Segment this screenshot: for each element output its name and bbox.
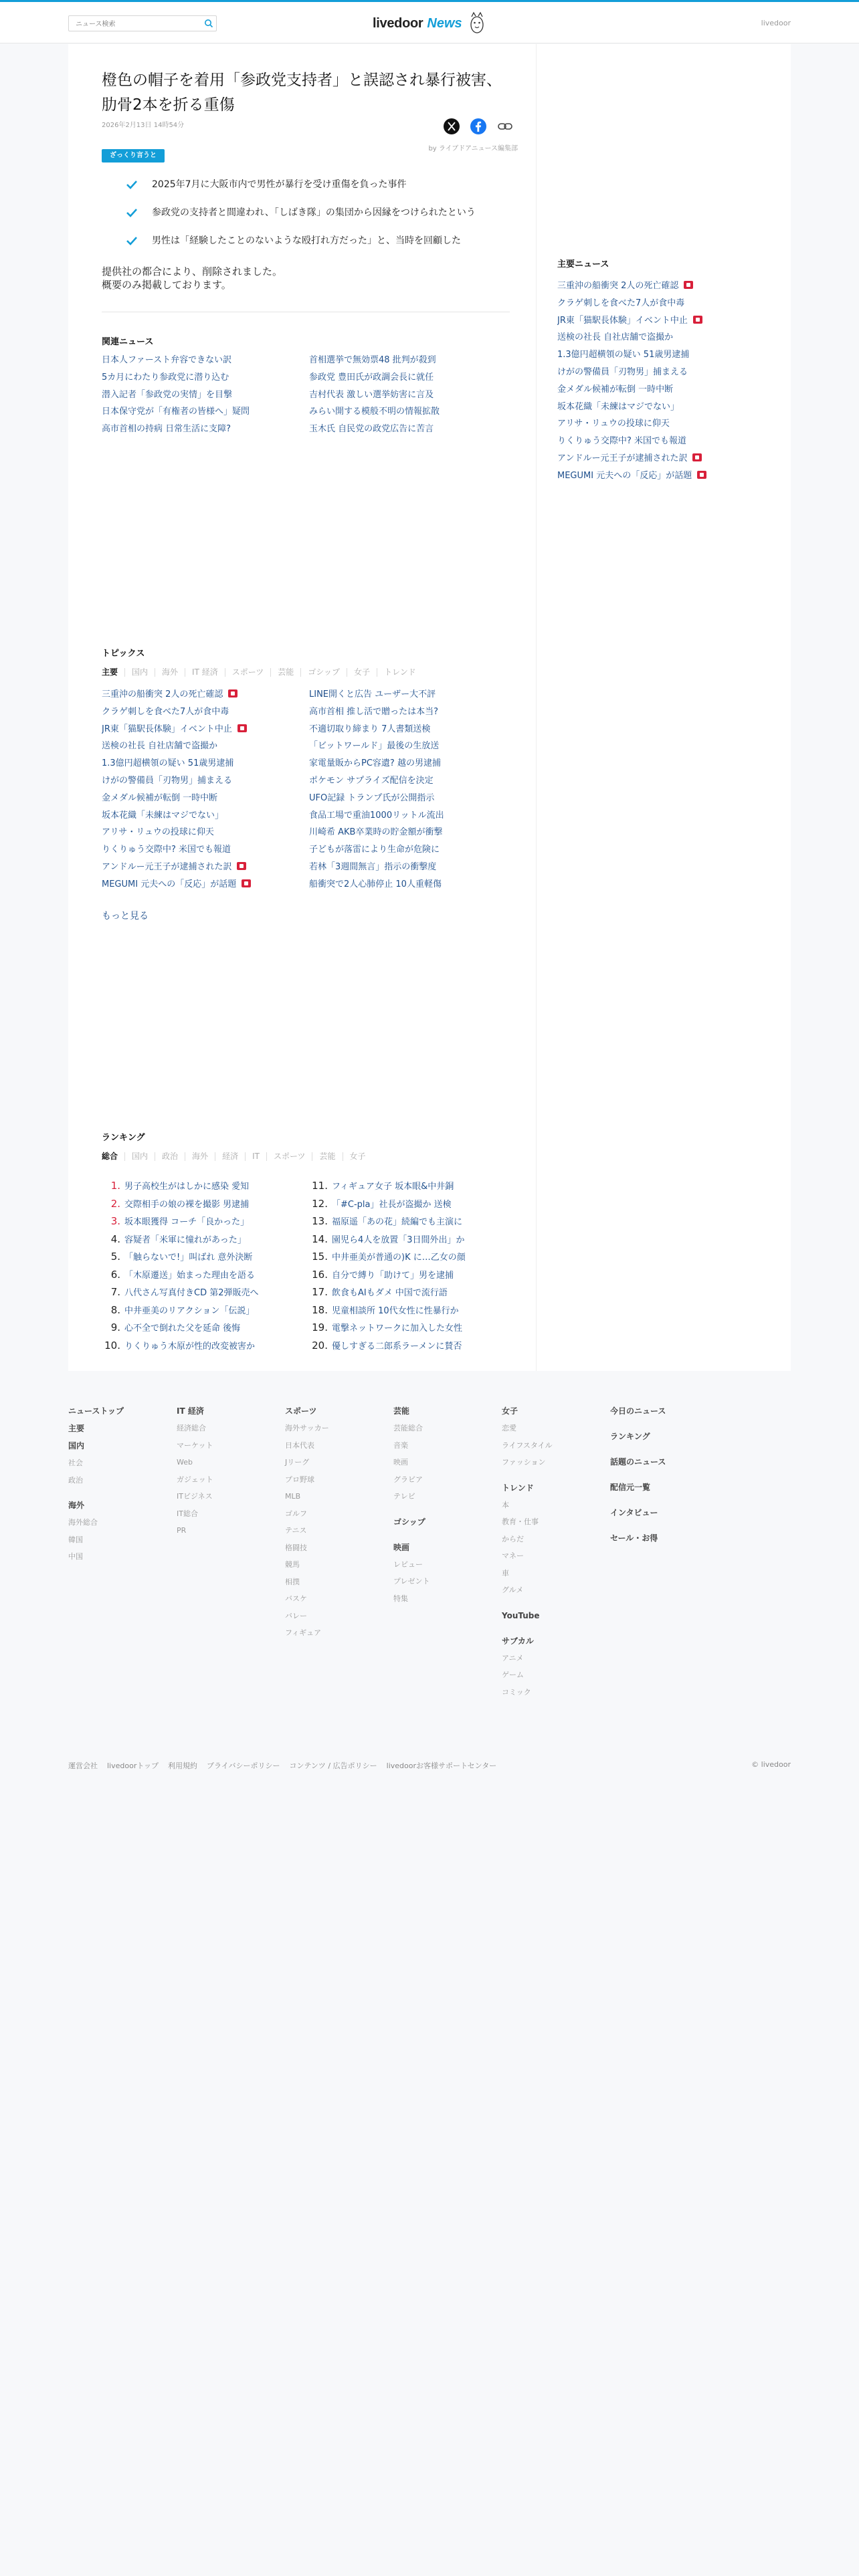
ranking-item[interactable] xyxy=(102,1248,309,1266)
rank-number: 12. xyxy=(312,1197,328,1210)
mascot-icon xyxy=(468,11,486,35)
ranking-item[interactable] xyxy=(309,1230,516,1249)
footer-sub-link[interactable]: 中国 xyxy=(68,1552,83,1561)
footer-gap xyxy=(502,1628,602,1636)
ranking-item[interactable] xyxy=(102,1301,309,1319)
sidebar-news-text: アリサ・リュウの投球に仰天 xyxy=(557,419,670,429)
topic-link-text: 三重沖の船衝突 2人の死亡確認 xyxy=(102,689,223,700)
topic-link-text: JR東「猫駅長体験」イベント中止 xyxy=(102,724,232,734)
footer-sub-link[interactable]: テニス xyxy=(285,1526,307,1535)
ranking-tab[interactable]: 女子 xyxy=(343,1152,373,1161)
topics-tab[interactable]: 主要 xyxy=(102,667,118,677)
rank-number: 3. xyxy=(110,1215,120,1227)
rank-title: 容疑者「米軍に憧れがあった」 xyxy=(124,1235,246,1245)
rank-number: 15. xyxy=(312,1251,328,1263)
footer-heading-link[interactable]: 国内 xyxy=(68,1441,85,1451)
footer-sub-link[interactable]: バレー xyxy=(285,1611,307,1620)
footer-sub-link[interactable]: MLB xyxy=(285,1492,301,1501)
topic-link-text: LINE開くと広告 ユーザー大不評 xyxy=(309,689,436,700)
sidebar-news-text: MEGUMI 元夫への「反応」が話題 xyxy=(557,470,692,481)
topic-link[interactable] xyxy=(102,790,309,807)
footer-heading-link[interactable]: ランキング xyxy=(610,1432,650,1441)
rank-number: 17. xyxy=(312,1286,328,1298)
footer-sub-link[interactable]: 日本代表 xyxy=(285,1440,314,1450)
search-icon[interactable] xyxy=(203,18,214,29)
footer-sub-link[interactable]: Jリーグ xyxy=(285,1458,310,1467)
topic-link-text: 船衝突で2人心肺停止 10人重軽傷 xyxy=(309,879,442,889)
topic-link-text: 送検の社長 自社店舗で盗撮か xyxy=(102,741,218,752)
topic-link-text: 高市首相 推し活で贈ったは本当? xyxy=(309,706,439,717)
footer-gap xyxy=(393,1534,494,1542)
topic-link[interactable] xyxy=(102,686,309,704)
topic-link[interactable] xyxy=(102,738,309,755)
footer-heading-link[interactable]: IT 経済 xyxy=(177,1406,204,1416)
rank-title: 園児ら4人を放置「3日間外出」か xyxy=(332,1235,465,1245)
related-news-link[interactable]: みらい開する模般不明の情報拡散 xyxy=(309,407,440,417)
footer-heading-link[interactable]: YouTube xyxy=(502,1610,540,1620)
ranking-tab[interactable]: 国内 xyxy=(124,1152,155,1161)
ranking-item[interactable] xyxy=(309,1266,516,1284)
sidebar-news-link[interactable] xyxy=(557,295,778,312)
sidebar-news-text: 三重沖の船衝突 2人の死亡確認 xyxy=(557,281,679,291)
related-news-link[interactable]: 吉村代表 激しい選挙妨害に言及 xyxy=(309,389,434,400)
rank-number: 16. xyxy=(312,1268,328,1281)
search-box xyxy=(68,15,217,31)
ranking-item[interactable] xyxy=(309,1319,516,1337)
ranking-item[interactable] xyxy=(102,1177,309,1195)
related-news-list xyxy=(102,352,516,438)
topic-link-text: 不適切取り締まり 7人書類送検 xyxy=(309,724,431,734)
footer-column xyxy=(177,1406,277,1543)
rank-title: 飲食もAIもダメ 中国で流行語 xyxy=(332,1288,448,1298)
rank-number: 19. xyxy=(312,1321,328,1333)
related-news-link[interactable]: 高市首相の持病 日常生活に支障? xyxy=(102,424,231,435)
ranking-tab[interactable]: 総合 xyxy=(102,1152,118,1161)
footer-column xyxy=(285,1406,385,1645)
footer-sub-link[interactable]: 特集 xyxy=(393,1594,408,1603)
check-icon xyxy=(125,178,138,191)
new-badge-icon xyxy=(242,879,251,887)
topic-link-text: 川崎希 AKB卒業時の貯金額が衝撃 xyxy=(309,827,443,838)
footer-bottom-link[interactable]: 利用規約 xyxy=(168,1761,198,1770)
new-badge-icon xyxy=(693,316,702,324)
rank-title: フィギュア女子 坂本眼&中井銅 xyxy=(332,1182,454,1192)
footer-heading-link[interactable]: ニューストップ xyxy=(68,1406,124,1416)
topic-link-text: ポケモン サプライズ配信を決定 xyxy=(309,775,434,786)
footer-sub-link[interactable]: 海外サッカー xyxy=(285,1424,329,1432)
sidebar-news-text: 1.3億円超横領の疑い 51歳男逮捕 xyxy=(557,350,690,360)
topic-link-text: 1.3億円超横領の疑い 51歳男逮捕 xyxy=(102,758,234,769)
facebook-icon[interactable] xyxy=(470,118,487,135)
ranking-tab[interactable]: 芸能 xyxy=(312,1152,342,1161)
footer-gap xyxy=(610,1474,710,1482)
footer-sub-link[interactable]: 恋愛 xyxy=(502,1424,516,1432)
rank-number: 9. xyxy=(110,1321,120,1333)
rank-number: 11. xyxy=(312,1180,328,1192)
logo-livedoor: livedoor xyxy=(373,15,423,31)
topic-link-text: MEGUMI 元夫への「反応」が話題 xyxy=(102,879,237,889)
ranking-tabs xyxy=(102,1152,373,1161)
footer-sub-link[interactable]: 経済総合 xyxy=(177,1424,206,1432)
sidebar-news-text: アンドルー元王子が逮捕された訳 xyxy=(557,453,688,463)
rank-number: 4. xyxy=(110,1232,120,1245)
ranking-item[interactable] xyxy=(309,1301,516,1319)
topic-link[interactable] xyxy=(309,859,516,876)
logo-news: News xyxy=(427,15,462,31)
new-badge-icon xyxy=(684,281,693,289)
topics-tab[interactable]: 女子 xyxy=(347,668,377,677)
footer-heading-link[interactable]: サブカル xyxy=(502,1636,534,1646)
footer-bottom-link[interactable]: livedoorお客様サポートセンター xyxy=(386,1761,497,1770)
rank-title: 福原遥「あの花」続編でも主演に xyxy=(332,1217,463,1227)
topic-link[interactable] xyxy=(102,859,309,876)
ranking-item[interactable] xyxy=(102,1319,309,1337)
footer-sub-link[interactable]: ITビジネス xyxy=(177,1492,213,1501)
footer-bottom-link[interactable]: 運営会社 xyxy=(68,1761,98,1770)
check-icon xyxy=(125,206,138,219)
footer-gap xyxy=(502,1475,602,1483)
sidebar-news-link[interactable] xyxy=(557,450,778,467)
footer-gap xyxy=(610,1423,710,1431)
article-byline: by ライブドアニュース編集部 xyxy=(428,145,518,152)
footer-sub-link[interactable]: プレゼント xyxy=(393,1577,430,1586)
topic-link[interactable] xyxy=(102,824,309,841)
ranking-tab[interactable]: 海外 xyxy=(185,1152,215,1161)
footer-sub-link[interactable]: フィギュア xyxy=(285,1628,322,1637)
footer-sub-link[interactable]: マーケット xyxy=(177,1440,213,1450)
topic-link-text: 「ビットワールド」最後の生放送 xyxy=(309,741,440,752)
topic-link-text: 家電量販からPC容遺? 越の男逮捕 xyxy=(309,758,441,769)
topic-link-text: 金メダル候補が転倒 一時中断 xyxy=(102,792,218,803)
topic-link[interactable] xyxy=(309,772,516,790)
sidebar-news-text: 金メダル候補が転倒 一時中断 xyxy=(557,384,674,395)
ranking-item[interactable] xyxy=(309,1177,516,1195)
rank-number: 1. xyxy=(110,1180,120,1192)
topic-link[interactable] xyxy=(309,841,516,859)
related-news-link[interactable]: 参政党 豊田氏が政調会長に就任 xyxy=(309,372,434,383)
sidebar-news-text: けがの警備員「刃物男」捕まえる xyxy=(557,366,688,377)
rank-number: 18. xyxy=(312,1303,328,1316)
footer-gap xyxy=(68,1492,169,1500)
topic-link-text: 食品工場で重油1000リットル流出 xyxy=(309,810,444,821)
topic-link[interactable] xyxy=(309,807,516,825)
topic-link[interactable] xyxy=(102,841,309,859)
topics-tab[interactable]: 海外 xyxy=(155,668,185,677)
topics-tab[interactable]: 国内 xyxy=(124,668,155,677)
check-icon xyxy=(125,234,138,247)
new-badge-icon xyxy=(228,689,237,697)
related-news-link[interactable]: 5カ月にわたり参政党に潜り込む xyxy=(102,372,229,383)
ranking-list xyxy=(102,1177,516,1354)
sidebar-news-link[interactable] xyxy=(557,278,778,295)
topics-heading: トピックス xyxy=(102,649,145,659)
ranking-item[interactable] xyxy=(102,1230,309,1249)
footer-sub-link[interactable]: PR xyxy=(177,1526,187,1535)
footer-gap xyxy=(610,1448,710,1457)
rank-number: 13. xyxy=(312,1215,328,1227)
ranking-tab[interactable]: 経済 xyxy=(215,1152,245,1161)
sidebar-news-text: JR東「猫駅長体験」イベント中止 xyxy=(557,315,688,326)
related-news-link[interactable]: 日本保守党が「有権者の皆様へ」疑問 xyxy=(102,407,250,417)
topic-link[interactable] xyxy=(309,738,516,755)
rank-title: 優しすぎる二郎系ラーメンに賛否 xyxy=(332,1341,462,1352)
rank-title: 電撃ネットワークに加入した女性 xyxy=(332,1323,463,1333)
article-title: 橙色の帽子を着用「参政党支持者」と誤認され暴行被害、肋骨2本を折る重傷 xyxy=(102,72,502,114)
rank-number: 10. xyxy=(104,1339,120,1352)
search-input[interactable] xyxy=(69,17,196,32)
footer-heading-link[interactable]: スポーツ xyxy=(285,1406,317,1416)
sidebar-news-text: 送検の社長 自社店舗で盗撮か xyxy=(557,332,674,343)
ranking-item[interactable] xyxy=(102,1195,309,1213)
topic-link-text: アンドルー元王子が逮捕された訳 xyxy=(102,861,232,872)
footer-gap xyxy=(610,1499,710,1507)
topic-link[interactable] xyxy=(102,704,309,721)
summary-badge: ざっくり言うと xyxy=(102,149,165,163)
rank-title: 「木原遷送」始まった理由を語る xyxy=(124,1270,256,1281)
ranking-heading: ランキング xyxy=(102,1133,145,1143)
topic-link[interactable] xyxy=(102,772,309,790)
footer-sub-link[interactable]: 車 xyxy=(502,1568,509,1578)
topic-link[interactable] xyxy=(309,824,516,841)
footer-sub-link[interactable]: プロ野球 xyxy=(285,1475,314,1484)
livedoor-top-link[interactable]: livedoor xyxy=(761,19,791,27)
topic-link[interactable] xyxy=(309,704,516,721)
footer-nav xyxy=(68,1406,791,1700)
rank-title: 「触らないで!」叫ばれ 意外決断 xyxy=(124,1253,253,1263)
rank-title: 中井亜美のリアクション「伝説」 xyxy=(124,1305,255,1316)
sidebar-news-link[interactable] xyxy=(557,312,778,330)
related-news-link[interactable]: 潜入記者「参政党の実情」を目撃 xyxy=(102,389,233,400)
rank-title: 男子高校生がはしかに感染 愛知 xyxy=(124,1182,250,1192)
topic-link[interactable] xyxy=(102,721,309,738)
footer-heading-link[interactable]: 話題のニュース xyxy=(610,1457,666,1467)
summary-item: 男性は「経験したことのないような殴打れ方だった」と、当時を回顧した xyxy=(125,234,527,262)
footer-sub-link[interactable]: からだ xyxy=(502,1534,524,1543)
footer-heading-link[interactable]: 海外 xyxy=(68,1501,85,1510)
footer-sub-link[interactable]: グルメ xyxy=(502,1586,524,1594)
ranking-item[interactable] xyxy=(309,1212,516,1230)
new-badge-icon xyxy=(237,724,247,732)
topic-link-text: アリサ・リュウの投球に仰天 xyxy=(102,827,214,838)
topic-link[interactable] xyxy=(309,721,516,738)
footer-gap xyxy=(610,1525,710,1533)
footer-sub-link[interactable]: ガジェット xyxy=(177,1475,213,1484)
sidebar-heading: 主要ニュース xyxy=(557,259,609,270)
footer-heading-link[interactable]: 芸能 xyxy=(393,1406,410,1416)
topic-link-text: クラゲ刺しを食べた7人が食中毒 xyxy=(102,706,229,717)
rank-title: 児童相談所 10代女性に性暴行か xyxy=(332,1305,459,1316)
ranking-item[interactable] xyxy=(102,1337,309,1355)
sidebar-news-link[interactable] xyxy=(557,399,778,416)
footer-sub-link[interactable]: Web xyxy=(177,1458,193,1467)
topic-link-text: けがの警備員「刃物男」捕まえる xyxy=(102,775,233,786)
topics-tab[interactable]: スポーツ xyxy=(225,668,271,677)
footer-sub-link[interactable]: 社会 xyxy=(68,1459,83,1467)
footer-sub-link[interactable]: 格闘技 xyxy=(285,1543,307,1552)
sidebar xyxy=(537,44,791,1371)
topic-link[interactable] xyxy=(102,876,309,893)
related-news-link[interactable]: 日本人ファースト弁容できない訳 xyxy=(102,355,232,365)
footer-sub-link[interactable]: マネー xyxy=(502,1551,524,1560)
sidebar-news-link[interactable] xyxy=(557,415,778,433)
footer-gap xyxy=(393,1509,494,1517)
ranking-tab[interactable]: IT xyxy=(245,1152,266,1161)
footer-bottom-link[interactable]: コンテンツ / 広告ポリシー xyxy=(289,1761,377,1770)
footer-links xyxy=(68,1760,791,1771)
footer-sub-link[interactable]: 音楽 xyxy=(393,1440,408,1450)
share-buttons xyxy=(443,118,514,135)
rank-number: 7. xyxy=(110,1286,120,1298)
topics-tab[interactable]: 芸能 xyxy=(270,668,300,677)
footer-sub-link[interactable]: IT総合 xyxy=(177,1509,198,1518)
article-date: 2026年2月13日 14時54分 xyxy=(102,122,185,129)
topics-tabs xyxy=(102,668,423,677)
rank-title: 交際相手の娘の裸を撮影 男逮捕 xyxy=(124,1199,250,1210)
rank-number: 2. xyxy=(110,1197,120,1210)
footer-sub-link[interactable]: 芸能総合 xyxy=(393,1424,423,1432)
footer-bottom-link[interactable]: プライバシーポリシー xyxy=(207,1761,280,1770)
footer-sub-link[interactable]: 教育・仕事 xyxy=(502,1517,539,1526)
footer-sub-link[interactable]: 映画 xyxy=(393,1458,408,1467)
footer-bottom-link[interactable]: livedoorトップ xyxy=(107,1761,159,1770)
footer-heading-link[interactable]: セール・お得 xyxy=(610,1533,658,1543)
copyright: © livedoor xyxy=(751,1760,791,1769)
topic-link-text: 坂本花織「未練はマジでない」 xyxy=(102,810,224,821)
topic-link[interactable] xyxy=(309,686,516,704)
sidebar-news-link[interactable] xyxy=(557,364,778,381)
sidebar-news-text: クラゲ刺しを食べた7人が食中毒 xyxy=(557,298,685,308)
footer-sub-link[interactable]: 本 xyxy=(502,1500,509,1509)
sidebar-news-text: 坂本花織「未練はマジでない」 xyxy=(557,401,680,412)
ranking-item[interactable] xyxy=(309,1195,516,1213)
ranking-item[interactable] xyxy=(102,1212,309,1230)
topics-tab[interactable]: トレンド xyxy=(377,668,423,677)
footer-sub-link[interactable]: 政治 xyxy=(68,1475,83,1485)
footer-sub-link[interactable]: 競馬 xyxy=(285,1560,300,1569)
footer-column xyxy=(502,1406,602,1704)
rank-title: 坂本眼獲得 コーチ「良かった」 xyxy=(124,1217,250,1227)
site-logo[interactable] xyxy=(373,11,486,35)
footer-sub-link[interactable]: バスケ xyxy=(285,1594,307,1603)
topic-link[interactable] xyxy=(309,755,516,772)
footer-sub-link[interactable]: ゴルフ xyxy=(285,1509,307,1518)
footer-heading-link[interactable]: 主要 xyxy=(68,1424,85,1433)
topics-tab[interactable]: IT 経済 xyxy=(185,668,225,677)
summary-item: 2025年7月に大阪市内で男性が暴行を受け重傷を負った事件 xyxy=(125,178,527,206)
topic-link-text: 子どもが落雷により生命が危険に xyxy=(309,845,440,855)
related-heading: 関連ニュース xyxy=(102,337,154,347)
footer-sub-link[interactable]: 相撲 xyxy=(285,1577,300,1586)
related-news-link[interactable]: 玉木氏 自民党の政党広告に苦言 xyxy=(309,424,434,435)
new-badge-icon xyxy=(237,862,246,870)
ranking-item[interactable] xyxy=(309,1248,516,1266)
site-footer xyxy=(0,1371,859,2576)
removal-note: 提供社の都合により、削除されました。 概要のみ掲載しております。 xyxy=(102,265,283,291)
related-news-link[interactable]: 首相選挙で無効票48 批判が殺到 xyxy=(309,355,436,365)
sidebar-news-list xyxy=(557,278,778,485)
footer-heading-link[interactable]: ゴシップ xyxy=(393,1517,425,1527)
sidebar-news-link[interactable] xyxy=(557,381,778,399)
footer-sub-link[interactable]: ファッション xyxy=(502,1458,546,1467)
rank-title: 八代さん写真付きCD 第2弾販売へ xyxy=(124,1288,259,1298)
ranking-item[interactable] xyxy=(309,1283,516,1301)
rank-title: 中井亜美が普通の)K に…乙女の顔 xyxy=(332,1253,466,1263)
ranking-item[interactable] xyxy=(309,1337,516,1355)
topic-link[interactable] xyxy=(309,790,516,807)
x-icon[interactable] xyxy=(443,118,460,135)
footer-sub-link[interactable]: ライフスタイル xyxy=(502,1440,553,1450)
summary-list xyxy=(125,178,527,262)
site-header xyxy=(0,2,859,43)
topic-link-text: 若林「3週間無言」指示の衝撃度 xyxy=(309,861,437,872)
topics-tab[interactable]: ゴシップ xyxy=(300,668,347,677)
footer-sub-link[interactable]: 韓国 xyxy=(68,1535,83,1544)
footer-sub-link[interactable]: 海外総合 xyxy=(68,1518,98,1527)
footer-heading-link[interactable]: 女子 xyxy=(502,1406,518,1416)
summary-item: 参政党の支持者と間違われ、「しばき隊」の集団から因縁をつけられたという xyxy=(125,206,527,234)
new-badge-icon xyxy=(697,471,706,479)
main-column xyxy=(68,44,537,1371)
rank-title: 心不全で倒れた父を延命 後悔 xyxy=(124,1323,241,1333)
footer-column xyxy=(393,1406,494,1610)
footer-sub-link[interactable]: コミック xyxy=(502,1687,531,1697)
rank-number: 20. xyxy=(312,1339,328,1352)
footer-sub-link[interactable]: ゲーム xyxy=(502,1671,524,1679)
link-icon[interactable] xyxy=(496,118,514,135)
footer-heading-link[interactable]: 今日のニュース xyxy=(610,1406,666,1416)
ranking-tab[interactable]: 政治 xyxy=(155,1152,185,1161)
sidebar-news-text: りくりゅう交際中? 米国でも報道 xyxy=(557,436,687,447)
footer-heading-link[interactable]: 配信元一覧 xyxy=(610,1483,651,1492)
rank-number: 8. xyxy=(110,1303,120,1316)
rank-number: 6. xyxy=(110,1268,120,1281)
rank-title: 自分で縛り「助けて」男を逮捕 xyxy=(332,1270,454,1281)
page-container xyxy=(68,44,791,1371)
footer-heading-link[interactable]: トレンド xyxy=(502,1483,534,1493)
sidebar-news-link[interactable] xyxy=(557,467,778,485)
ranking-item[interactable] xyxy=(102,1266,309,1284)
topic-link[interactable] xyxy=(102,755,309,772)
footer-column xyxy=(610,1406,710,1550)
sidebar-news-link[interactable] xyxy=(557,346,778,364)
sidebar-news-link[interactable] xyxy=(557,433,778,450)
footer-sub-link[interactable]: グラビア xyxy=(393,1475,423,1484)
footer-column xyxy=(68,1406,169,1569)
rank-number: 14. xyxy=(312,1232,328,1245)
rank-title: 「#C-pla」社長が盗撮か 送検 xyxy=(332,1199,452,1210)
topic-link-text: UFO記録 トランプ氏が公開指示 xyxy=(309,792,435,803)
footer-heading-link[interactable]: インタビュー xyxy=(610,1508,658,1517)
footer-sub-link[interactable]: レビュー xyxy=(393,1560,423,1569)
rank-title: りくりゅう木原が性的改変被害か xyxy=(124,1341,256,1352)
ranking-tab[interactable]: スポーツ xyxy=(266,1152,312,1161)
topics-list xyxy=(102,686,516,893)
rank-number: 5. xyxy=(110,1251,120,1263)
footer-sub-link[interactable]: アニメ xyxy=(502,1653,524,1662)
more-link[interactable]: もっと見る xyxy=(102,911,149,922)
new-badge-icon xyxy=(692,453,702,461)
sidebar-news-link[interactable] xyxy=(557,329,778,346)
ranking-item[interactable] xyxy=(102,1283,309,1301)
topic-link-text: りくりゅう交際中? 米国でも報道 xyxy=(102,845,231,855)
footer-gap xyxy=(502,1602,602,1610)
footer-heading-link[interactable]: 映画 xyxy=(393,1542,410,1552)
topic-link[interactable] xyxy=(309,876,516,893)
footer-sub-link[interactable]: テレビ xyxy=(393,1492,415,1501)
topic-link[interactable] xyxy=(102,807,309,825)
